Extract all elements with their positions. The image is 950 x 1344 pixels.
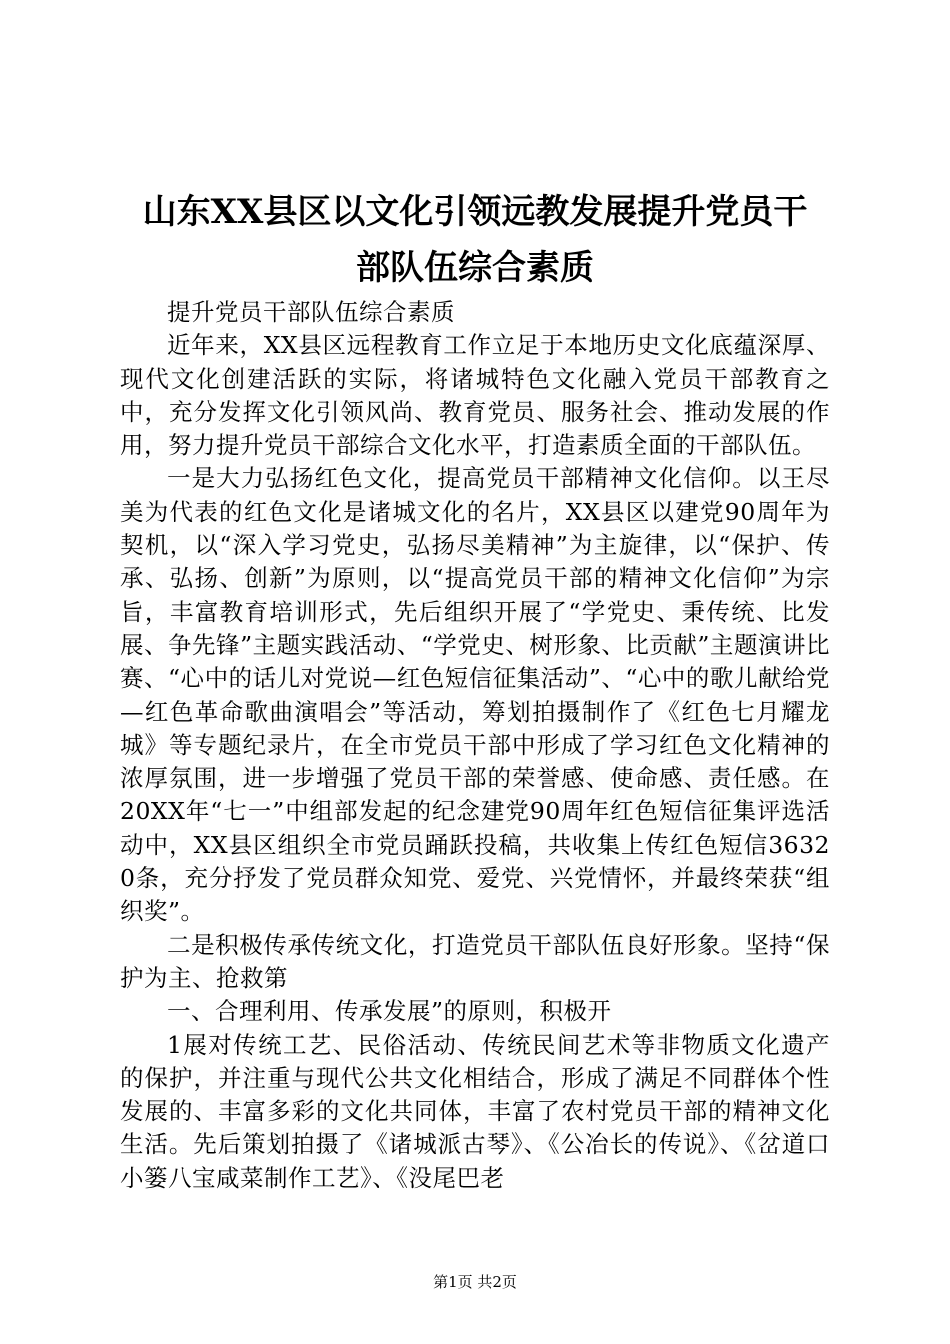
page-number-footer: 第1页 共2页 [433,1273,517,1291]
paragraph-intro: 近年来，XX县区远程教育工作立足于本地历史文化底蕴深厚、现代文化创建活跃的实际，将诸城特色文化融入党员干部教育之中，充分发挥文化引领风尚、教育党员、服务社会、推动发展的作用，努力提升党员干部综合文化水平，打造素质全面的干部队伍。 [120,331,830,460]
document-title-line-2: 部队伍综合素质 [356,248,594,288]
paragraph-traditional-culture: 二是积极传承传统文化，打造党员干部队伍良好形象。坚持“保护为主、抢救第 [120,930,830,992]
paragraph-subtitle: 提升党员干部队伍综合素质 [167,298,455,326]
document-body [120,296,830,1195]
paragraph-red-culture: 一是大力弘扬红色文化，提高党员干部精神文化信仰。以王尽美为代表的红色文化是诸城文化的名片，XX县区以建党90周年为契机，以“深入学习党史，弘扬尽美精神”为主旋律，以“保护、传承、弘扬、创新”为原则，以“提高党员干部的精神文化信仰”为宗旨，丰富教育培训形式，先后组织开展了“学党史、秉传统、比发展、争先锋”主题实践活动、“学党史、树形象、比贡献”主题演讲比赛、“心中的话儿对党说—红色短信征集活动”、“心中的歌儿献给党—红色革命歌曲演唱会”等活动，筹划拍摄制作了《红色七月耀龙城》等专题纪录片，在全市党员干部中形成了学习红色文化精神的浓厚氛围，进一步增强了党员干部的荣誉感、使命感、责任感。在20XX年“七一”中组部发起的纪念建党90周年红色短信征集评选活动中，XX县区组织全市党员踊跃投稿，共收集上传红色短信36320条，充分抒发了党员群众知党、爱党、兴党情怀，并最终荣获“组织奖”。 [120,464,830,926]
paragraph-principle: 一、合理利用、传承发展”的原则，积极开 [167,997,612,1026]
document-title-line-1: 山东XX县区以文化引领远教发展提升党员干 [142,192,808,232]
paragraph-heritage: 1展对传统工艺、民俗活动、传统民间艺术等非物质文化遗产的保护，并注重与现代公共文化相结合，形成了满足不同群体个性发展的、丰富多彩的文化共同体，丰富了农村党员干部的精神文化生活。先后策划拍摄了《诸城派古琴》、《公冶长的传说》、《岔道口小篓八宝咸菜制作工艺》、《没尾巴老 [120,1030,830,1192]
